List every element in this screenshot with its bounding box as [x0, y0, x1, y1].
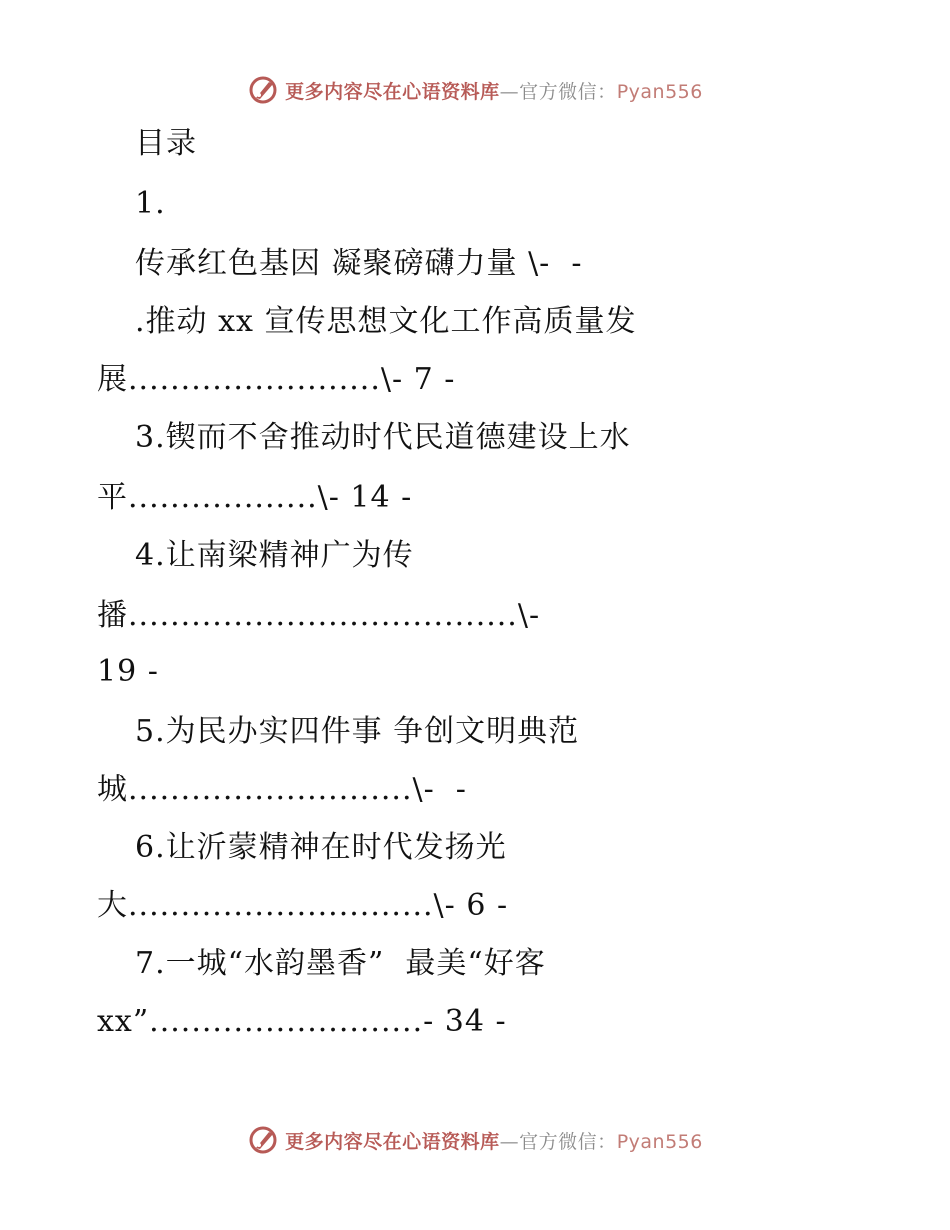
- toc-line: 展........................\- 7 -: [97, 362, 456, 397]
- toc-line: 传承红色基因 凝聚磅礴力量 \- -: [135, 246, 583, 281]
- watermark-text: [285, 77, 703, 104]
- watermark-handle: Pyan556: [616, 80, 703, 103]
- watermark-wechat-label: 官方微信：: [519, 80, 617, 103]
- quill-pen-circle-icon: [247, 74, 279, 106]
- toc-line: 4.让南梁精神广为传: [135, 538, 414, 573]
- watermark-separator: —: [499, 80, 520, 103]
- toc-line: xx”..........................- 34 -: [97, 1004, 507, 1039]
- toc-line: 6.让沂蒙精神在时代发扬光: [135, 830, 507, 865]
- toc-line: .推动 xx 宣传思想文化工作高质量发: [135, 304, 637, 339]
- watermark-wechat-label: 官方微信：: [519, 1130, 617, 1153]
- toc-line: 平..................\- 14 -: [97, 480, 413, 515]
- quill-pen-circle-icon: [247, 1124, 279, 1156]
- watermark-handle: Pyan556: [616, 1130, 703, 1153]
- toc-line: 播.....................................\-: [97, 598, 541, 633]
- watermark-brand: 更多内容尽在心语资料库: [285, 80, 500, 103]
- watermark-footer: [0, 1120, 950, 1160]
- watermark-brand: 更多内容尽在心语资料库: [285, 1130, 500, 1153]
- toc-line: 5.为民办实四件事 争创文明典范: [135, 714, 580, 749]
- watermark-separator: —: [499, 1130, 520, 1153]
- toc-line: 1.: [135, 186, 166, 221]
- toc-title: 目录: [135, 126, 197, 161]
- toc-line: 19 -: [97, 654, 159, 689]
- toc-line: 7.一城“水韵墨香” 最美“好客: [135, 946, 546, 981]
- toc-line: 城...........................\- -: [97, 772, 467, 807]
- watermark-text: [285, 1127, 703, 1154]
- watermark-header: [0, 70, 950, 110]
- toc-line: 3.锲而不舍推动时代民道德建设上水: [135, 420, 631, 455]
- toc-line: 大.............................\- 6 -: [97, 888, 509, 923]
